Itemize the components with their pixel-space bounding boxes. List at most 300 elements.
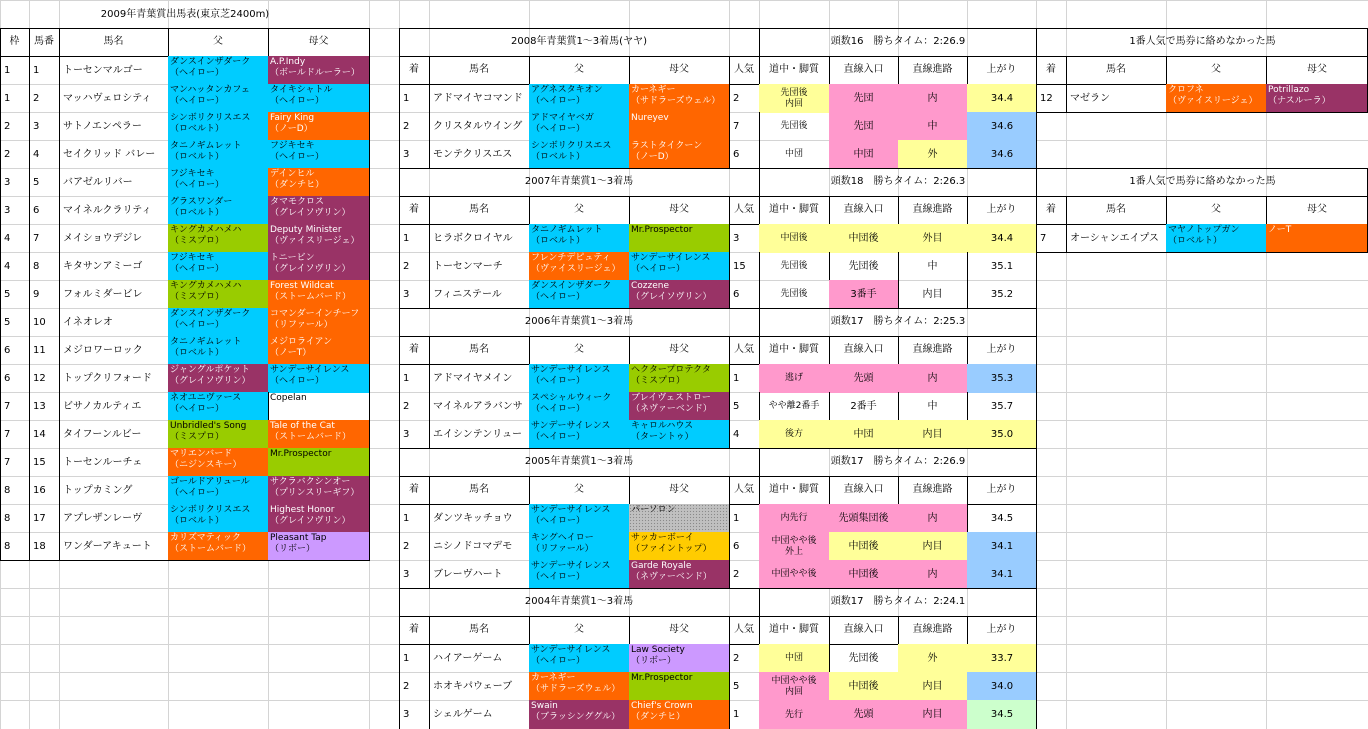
result-header-3-text: 母父 [669, 204, 689, 215]
horse-name [429, 112, 530, 141]
stretch-entry-text: 中団後 [848, 540, 879, 552]
result-header-0-text: 着 [409, 484, 419, 495]
finish-position [399, 84, 430, 113]
favorite-broodmare-sire-text: Potrillazo （ナスルーラ） [1268, 85, 1331, 106]
result-header-4 [729, 336, 760, 365]
stretch-path [898, 420, 968, 449]
stretch-path [898, 364, 968, 393]
sire-cell [529, 560, 630, 589]
broodmare-sire-cell-text: Tale of the Cat （ストームバード） [270, 421, 352, 442]
stretch-path-text: 内 [927, 372, 938, 384]
horse-name [429, 252, 530, 281]
popularity [729, 644, 760, 673]
result-header-6-text: 直線入口 [843, 344, 884, 355]
popularity-text: 1 [733, 512, 740, 524]
sire-cell-text: アドマイヤベガ （ヘイロー） [531, 113, 594, 134]
stretch-path-text: 中 [927, 120, 938, 132]
finish-position-text: 2 [403, 120, 410, 132]
horse-name [429, 672, 530, 701]
broodmare-sire-cell [268, 448, 370, 477]
year-title [399, 28, 760, 57]
horse-number-text: 9 [33, 288, 40, 300]
running-style-text: 内先行 [780, 513, 808, 523]
horse-name-text: マッハヴェロシティ [63, 92, 152, 104]
result-header-1 [429, 336, 530, 365]
result-header-2 [529, 196, 630, 225]
year-info [759, 448, 1037, 477]
stretch-entry [829, 140, 899, 169]
sire-cell [529, 672, 630, 701]
broodmare-sire-cell-text: Deputy Minister （ヴァイスリージェ） [270, 225, 360, 246]
result-header-8 [967, 196, 1037, 225]
running-style-text: 後方 [784, 429, 803, 439]
result-header-7-text: 直線進路 [912, 624, 953, 635]
result-header-5-text: 道中・脚質 [769, 204, 819, 215]
result-header-0 [399, 336, 430, 365]
result-header-2 [529, 476, 630, 505]
finish-position [399, 224, 430, 253]
gate-number [0, 420, 30, 449]
entry-header-3-text: 父 [213, 36, 223, 47]
horse-name [59, 140, 169, 169]
result-header-8-text: 上がり [986, 204, 1017, 215]
broodmare-sire-cell [268, 84, 370, 113]
popularity [729, 84, 760, 113]
favorite-header-2 [1166, 196, 1267, 225]
broodmare-sire-cell [268, 392, 370, 421]
last-3f-time [967, 700, 1037, 729]
popularity-text: 1 [733, 709, 740, 720]
broodmare-sire-cell-text: サッカーボーイ （ファイントップ） [631, 533, 712, 554]
sire-cell [168, 504, 269, 533]
horse-number-text: 4 [33, 148, 40, 160]
year-title [399, 588, 760, 617]
last-3f-time [967, 224, 1037, 253]
favorite-header-3 [1266, 56, 1368, 85]
sire-cell-text: カリズマティック （ストームバード） [170, 533, 252, 554]
result-header-7-text: 直線進路 [912, 64, 953, 75]
stretch-path-text: 内目 [922, 428, 943, 440]
stretch-path-text: 中 [927, 400, 938, 412]
stretch-path [898, 280, 968, 309]
page-title [0, 0, 370, 29]
running-style [759, 504, 830, 533]
gate-number-text: 4 [4, 260, 11, 272]
sire-cell-text: ダンスインザダーク （ヘイロー） [531, 281, 612, 302]
stretch-path [898, 84, 968, 113]
popularity-text: 6 [733, 540, 740, 552]
sire-cell [529, 420, 630, 449]
result-header-6 [829, 336, 899, 365]
year-info [759, 308, 1037, 337]
last-3f-time-text: 34.1 [990, 568, 1014, 580]
entry-header-4-text: 母父 [308, 36, 329, 47]
horse-name-text: フォルミダービレ [63, 288, 143, 300]
horse-number-text: 6 [33, 204, 40, 216]
stretch-path-text: 中 [927, 260, 938, 272]
running-style-text: 先団後 内回 [780, 87, 808, 109]
broodmare-sire-cell-text: Chief's Crown （ダンチヒ） [631, 701, 693, 722]
year-info [759, 588, 1037, 617]
horse-name-text: モンテクリスエス [433, 148, 513, 160]
broodmare-sire-cell [268, 252, 370, 281]
horse-name-text: メジロワーロック [63, 344, 143, 356]
result-header-8-text: 上がり [986, 484, 1017, 495]
horse-name-text: トップクリフォード [63, 372, 152, 384]
finish-position-text: 2 [403, 540, 410, 552]
stretch-entry [829, 224, 899, 253]
broodmare-sire-cell-text: サンデーサイレンス （ヘイロー） [631, 253, 711, 274]
popularity [729, 112, 760, 141]
horse-number [29, 532, 60, 561]
result-header-3-text: 母父 [669, 484, 689, 495]
result-header-0 [399, 616, 430, 645]
result-header-6 [829, 196, 899, 225]
result-header-1-text: 馬名 [469, 204, 489, 215]
result-header-7 [898, 616, 968, 645]
result-header-4-text: 人気 [734, 484, 754, 495]
broodmare-sire-cell [268, 168, 370, 197]
sire-cell-text: キングヘイロー （リファール） [531, 533, 594, 554]
sire-cell [168, 476, 269, 505]
horse-number [29, 112, 60, 141]
sire-cell-text: ダンスインザダーク （ヘイロー） [170, 57, 251, 78]
year-info [759, 28, 1037, 57]
broodmare-sire-cell [629, 700, 730, 729]
favorite-finish [1036, 224, 1067, 253]
last-3f-time-text: 34.4 [990, 232, 1014, 244]
broodmare-sire-cell [268, 532, 370, 561]
last-3f-time-text: 35.7 [990, 400, 1014, 412]
sire-cell-text: タニノギムレット （ロベルト） [170, 141, 242, 162]
result-header-4-text: 人気 [734, 64, 754, 75]
sire-cell [168, 364, 269, 393]
favorite-header-3 [1266, 196, 1368, 225]
stretch-entry [829, 392, 899, 421]
horse-name [59, 112, 169, 141]
horse-name [59, 308, 169, 337]
result-header-6 [829, 616, 899, 645]
sire-cell-text: タニノギムレット （ロベルト） [170, 337, 242, 358]
stretch-entry [829, 504, 899, 533]
horse-name [59, 336, 169, 365]
running-style-text: 先行 [784, 709, 803, 720]
gate-number-text: 3 [4, 204, 11, 216]
horse-name-text: トーセンルーチェ [63, 456, 143, 468]
sire-cell-text: サンデーサイレンス （ヘイロー） [531, 561, 611, 582]
horse-number-text: 2 [33, 92, 40, 104]
horse-name-text: ビサノカルティエ [63, 400, 142, 412]
stretch-path-text: 外目 [922, 232, 943, 244]
result-header-2-text: 父 [574, 204, 584, 215]
gate-number [0, 308, 30, 337]
horse-number-text: 17 [33, 512, 46, 524]
favorite-broodmare-sire [1266, 224, 1368, 253]
running-style-text: 中団やや後 外上 [771, 535, 817, 557]
sire-cell [168, 84, 269, 113]
horse-number-text: 16 [33, 484, 46, 496]
running-style [759, 420, 830, 449]
last-3f-time [967, 112, 1037, 141]
result-header-2 [529, 56, 630, 85]
sire-cell-text: サンデーサイレンス （ヘイロー） [531, 505, 611, 526]
horse-name [429, 560, 530, 589]
stretch-path [898, 700, 968, 729]
horse-name-text: メイショウデジレ [63, 232, 143, 244]
last-3f-time-text: 35.0 [990, 428, 1014, 440]
stretch-entry-text: 先団後 [848, 260, 879, 272]
favorite-finish [1036, 84, 1067, 113]
horse-number [29, 336, 60, 365]
broodmare-sire-cell [268, 56, 370, 85]
favorite-sire-text: マヤノトップガン （ロベルト） [1168, 225, 1240, 246]
stretch-entry-text: 中団 [853, 428, 874, 440]
result-header-5-text: 道中・脚質 [769, 344, 819, 355]
horse-name [59, 252, 169, 281]
stretch-entry [829, 420, 899, 449]
finish-position-text: 3 [403, 428, 410, 440]
last-3f-time [967, 560, 1037, 589]
sire-cell-text: カーネギー （サドラーズウェル） [531, 673, 621, 694]
broodmare-sire-cell-text: デインヒル （ダンチヒ） [270, 169, 325, 190]
broodmare-sire-cell-text: Forest Wildcat （ストームバード） [270, 281, 352, 302]
finish-position [399, 672, 430, 701]
finish-position-text: 3 [403, 568, 410, 580]
sire-cell [168, 308, 269, 337]
favorite-horse-name-text: マゼラン [1070, 92, 1110, 104]
result-header-1 [429, 616, 530, 645]
running-style-text: 先団後 [780, 121, 808, 131]
entry-header-1 [29, 28, 60, 57]
stretch-path [898, 252, 968, 281]
horse-name [59, 392, 169, 421]
last-3f-time [967, 392, 1037, 421]
entry-header-4 [268, 28, 370, 57]
horse-number [29, 280, 60, 309]
popularity-text: 5 [733, 680, 740, 692]
gate-number [0, 140, 30, 169]
running-style [759, 532, 830, 561]
year-title-text: 2006年青葉賞1～3着馬 [524, 316, 634, 327]
entry-header-3 [168, 28, 269, 57]
horse-name-text: アドマイヤコマンド [433, 92, 523, 104]
horse-name-text: バアゼルリバー [63, 176, 133, 188]
result-header-0 [399, 196, 430, 225]
favorite-title [1036, 28, 1368, 57]
broodmare-sire-cell [629, 392, 730, 421]
horse-name [429, 700, 530, 729]
broodmare-sire-cell-text: ラストタイクーン （ノーD） [631, 141, 703, 162]
horse-number [29, 84, 60, 113]
result-header-6 [829, 476, 899, 505]
running-style [759, 140, 830, 169]
broodmare-sire-cell [268, 336, 370, 365]
sire-cell [529, 392, 630, 421]
gate-number [0, 392, 30, 421]
stretch-entry-text: 中団 [853, 148, 874, 160]
broodmare-sire-cell-text: Garde Royale （ネヴァーベンド） [631, 561, 712, 582]
horse-name [59, 280, 169, 309]
stretch-entry-text: 先団後 [848, 652, 879, 664]
broodmare-sire-cell [629, 112, 730, 141]
horse-number [29, 168, 60, 197]
horse-name [429, 140, 530, 169]
favorite-header-1-text: 馬名 [1106, 64, 1126, 75]
favorite-broodmare-sire-text: ノーT [1268, 225, 1292, 235]
sire-cell-text: ゴールドアリュール （ヘイロー） [170, 477, 250, 498]
result-header-2-text: 父 [574, 484, 584, 495]
sire-cell [168, 112, 269, 141]
result-header-2-text: 父 [574, 624, 584, 635]
result-header-0 [399, 56, 430, 85]
running-style-text: 先団後 [780, 261, 808, 271]
horse-name-text: アドマイヤメイン [433, 372, 513, 384]
broodmare-sire-cell [629, 280, 730, 309]
sire-cell [168, 140, 269, 169]
stretch-entry [829, 252, 899, 281]
finish-position [399, 644, 430, 673]
horse-name-text: クリスタルウイング [433, 120, 523, 132]
favorite-finish-text: 12 [1040, 92, 1053, 104]
horse-number [29, 140, 60, 169]
horse-number-text: 18 [33, 540, 46, 552]
sire-cell [529, 504, 630, 533]
broodmare-sire-cell [268, 308, 370, 337]
sire-cell-text: キングカメハメハ （ミスプロ） [170, 281, 242, 302]
stretch-entry [829, 644, 899, 673]
horse-name-text: サトノエンペラー [63, 120, 142, 132]
favorite-header-1-text: 馬名 [1106, 204, 1126, 215]
gate-number [0, 252, 30, 281]
sire-cell-text: ダンスインザダーク （ヘイロー） [170, 309, 251, 330]
running-style-text: 中団 [784, 149, 803, 159]
horse-name [59, 84, 169, 113]
favorite-title-text: 1番人気で馬券に絡めなかった馬 [1129, 36, 1276, 47]
gate-number-text: 6 [4, 372, 11, 384]
popularity-text: 2 [733, 92, 740, 104]
horse-name [59, 224, 169, 253]
entry-header-2 [59, 28, 169, 57]
gate-number [0, 280, 30, 309]
running-style-text: 中団 [784, 653, 803, 663]
running-style [759, 84, 830, 113]
stretch-entry-text: 先団 [853, 120, 874, 132]
popularity-text: 15 [733, 260, 746, 272]
sire-cell [529, 532, 630, 561]
horse-number-text: 3 [33, 120, 40, 132]
sire-cell-text: マンハッタンカフェ （ヘイロー） [170, 85, 250, 106]
result-header-3 [629, 476, 730, 505]
last-3f-time-text: 35.3 [990, 372, 1014, 384]
sire-cell [529, 112, 630, 141]
stretch-path-text: 外 [927, 148, 938, 160]
broodmare-sire-cell [268, 224, 370, 253]
last-3f-time-text: 34.5 [990, 709, 1014, 720]
year-info-text: 頭数17 勝ちタイム：2:25.3 [830, 316, 966, 327]
popularity-text: 2 [733, 652, 740, 664]
popularity [729, 420, 760, 449]
horse-name-text: タイフーンルビー [63, 428, 142, 440]
stretch-entry [829, 364, 899, 393]
sire-cell-text: マリエンバード （ニジンスキー） [170, 449, 242, 470]
running-style-text: 先団後 [780, 289, 808, 299]
broodmare-sire-cell [629, 532, 730, 561]
broodmare-sire-cell-text: Copelan [270, 393, 307, 403]
sire-cell-text: Unbridled's Song （ミスプロ） [170, 421, 247, 442]
broodmare-sire-cell-text: コマンダーインチーフ （リファール） [270, 309, 360, 330]
horse-name [429, 280, 530, 309]
horse-number [29, 448, 60, 477]
result-header-1-text: 馬名 [469, 624, 489, 635]
finish-position [399, 252, 430, 281]
entry-header-0 [0, 28, 30, 57]
stretch-path-text: 外 [927, 652, 938, 664]
broodmare-sire-cell-text: サンデーサイレンス （ヘイロー） [270, 365, 350, 386]
result-header-6-text: 直線入口 [843, 204, 884, 215]
stretch-path [898, 532, 968, 561]
sire-cell [168, 252, 269, 281]
result-header-8 [967, 476, 1037, 505]
broodmare-sire-cell-text: Highest Honor （グレイソヴリン） [270, 505, 351, 526]
stretch-path-text: 内目 [922, 709, 943, 720]
page-title-text: 2009年青葉賞出馬表(東京芝2400m) [100, 8, 270, 20]
horse-name-text: ブレーヴハート [433, 568, 503, 580]
broodmare-sire-cell [268, 504, 370, 533]
result-header-8 [967, 616, 1037, 645]
horse-name [59, 504, 169, 533]
stretch-entry [829, 112, 899, 141]
favorite-header-0 [1036, 196, 1067, 225]
finish-position-text: 3 [403, 288, 410, 300]
running-style [759, 644, 830, 673]
stretch-entry-text: 中団後 [848, 568, 879, 580]
broodmare-sire-cell-text: フジキセキ （ヘイロー） [270, 141, 325, 162]
running-style-text: やや離2番手 [768, 401, 820, 411]
year-title-text: 2004年青葉賞1～3着馬 [524, 596, 634, 607]
broodmare-sire-cell [268, 364, 370, 393]
horse-name [429, 504, 530, 533]
stretch-path [898, 392, 968, 421]
favorite-sire [1166, 84, 1267, 113]
favorite-finish-text: 7 [1040, 232, 1047, 244]
broodmare-sire-cell-text: パーソロン [631, 505, 676, 515]
favorite-header-1 [1066, 196, 1167, 225]
broodmare-sire-cell-text: Law Society （リボー） [631, 645, 685, 666]
finish-position-text: 1 [403, 372, 410, 384]
finish-position [399, 112, 430, 141]
horse-name-text: マイネルアラバンサ [433, 400, 523, 412]
broodmare-sire-cell [268, 112, 370, 141]
horse-number-text: 8 [33, 260, 40, 272]
gate-number [0, 336, 30, 365]
result-header-8-text: 上がり [986, 624, 1017, 635]
result-header-3-text: 母父 [669, 64, 689, 75]
broodmare-sire-cell [629, 252, 730, 281]
popularity [729, 252, 760, 281]
horse-name-text: トーセンマルゴー [63, 64, 143, 76]
finish-position [399, 280, 430, 309]
horse-name-text: イネオレオ [63, 316, 113, 328]
broodmare-sire-cell-text: Mr.Prospector [270, 449, 332, 459]
horse-name-text: ハイアーゲーム [433, 652, 503, 664]
finish-position-text: 3 [403, 148, 410, 160]
last-3f-time [967, 364, 1037, 393]
result-header-4 [729, 616, 760, 645]
popularity-text: 6 [733, 288, 740, 300]
sire-cell-text: フジキセキ （ヘイロー） [170, 169, 225, 190]
result-header-4 [729, 196, 760, 225]
popularity [729, 140, 760, 169]
